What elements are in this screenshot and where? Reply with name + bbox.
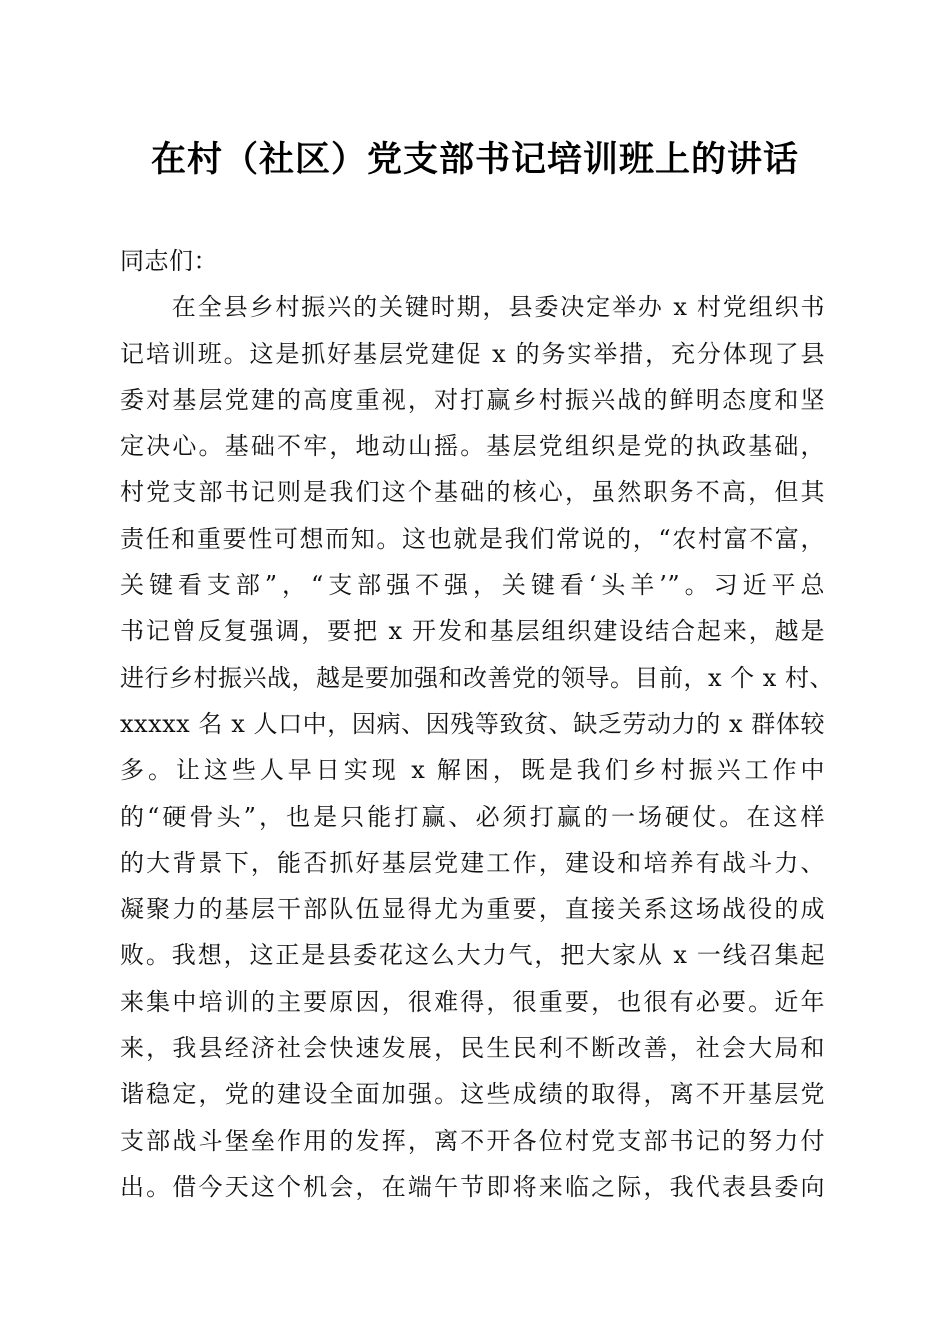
text-line: 多。让这些人早日实现 x 解困，既是我们乡村振兴工作中 [120,756,825,785]
text-line: xxxxx 名 x 人口中，因病、因残等致贫、缺乏劳动力的 x 群体较 [120,709,825,738]
text-line: 在全县乡村振兴的关键时期，县委决定举办 x 村党组织书 [120,293,825,322]
text-line: 谐稳定，党的建设全面加强。这些成绩的取得，离不开基层党 [120,1080,825,1109]
text-line: 支部战斗堡垒作用的发挥，离不开各位村党支部书记的努力付 [120,1126,825,1155]
text-line: 进行乡村振兴战，越是要加强和改善党的领导。目前，x 个 x 村、 [120,663,834,692]
text-line: 的“硬骨头”，也是只能打赢、必须打赢的一场硬仗。在这样 [120,802,825,831]
text-line: 来集中培训的主要原因，很难得，很重要，也很有必要。近年 [120,987,825,1016]
text-line: 记培训班。这是抓好基层党建促 x 的务实举措，充分体现了县 [120,339,825,368]
speech-body [120,238,834,1210]
text-line: 的大背景下，能否抓好基层党建工作，建设和培养有战斗力、 [120,848,825,877]
text-line: 凝聚力的基层干部队伍显得尤为重要，直接关系这场战役的成 [120,895,825,924]
text-line: 来，我县经济社会快速发展，民生民利不断改善，社会大局和 [120,1034,825,1063]
text-line: 责任和重要性可想而知。这也就是我们常说的，“农村富不富， [120,524,825,553]
text-line: 村党支部书记则是我们这个基础的核心，虽然职务不高，但其 [120,478,825,507]
text-line: 定决心。基础不牢，地动山摇。基层党组织是党的执政基础， [120,432,825,461]
document-title: 在村（社区）党支部书记培训班上的讲话 [150,139,799,180]
text-line: 败。我想，这正是县委花这么大力气，把大家从 x 一线召集起 [120,941,825,970]
text-line: 委对基层党建的高度重视，对打赢乡村振兴战的鲜明态度和坚 [120,385,825,414]
text-line: 关键看支部”，“支部强不强，关键看‘头羊’”。习近平总 [120,571,825,600]
salutation: 同志们： [120,247,218,275]
text-line: 书记曾反复强调，要把 x 开发和基层组织建设结合起来，越是 [120,617,825,646]
text-line: 出。借今天这个机会，在端午节即将来临之际，我代表县委向 [120,1172,825,1201]
